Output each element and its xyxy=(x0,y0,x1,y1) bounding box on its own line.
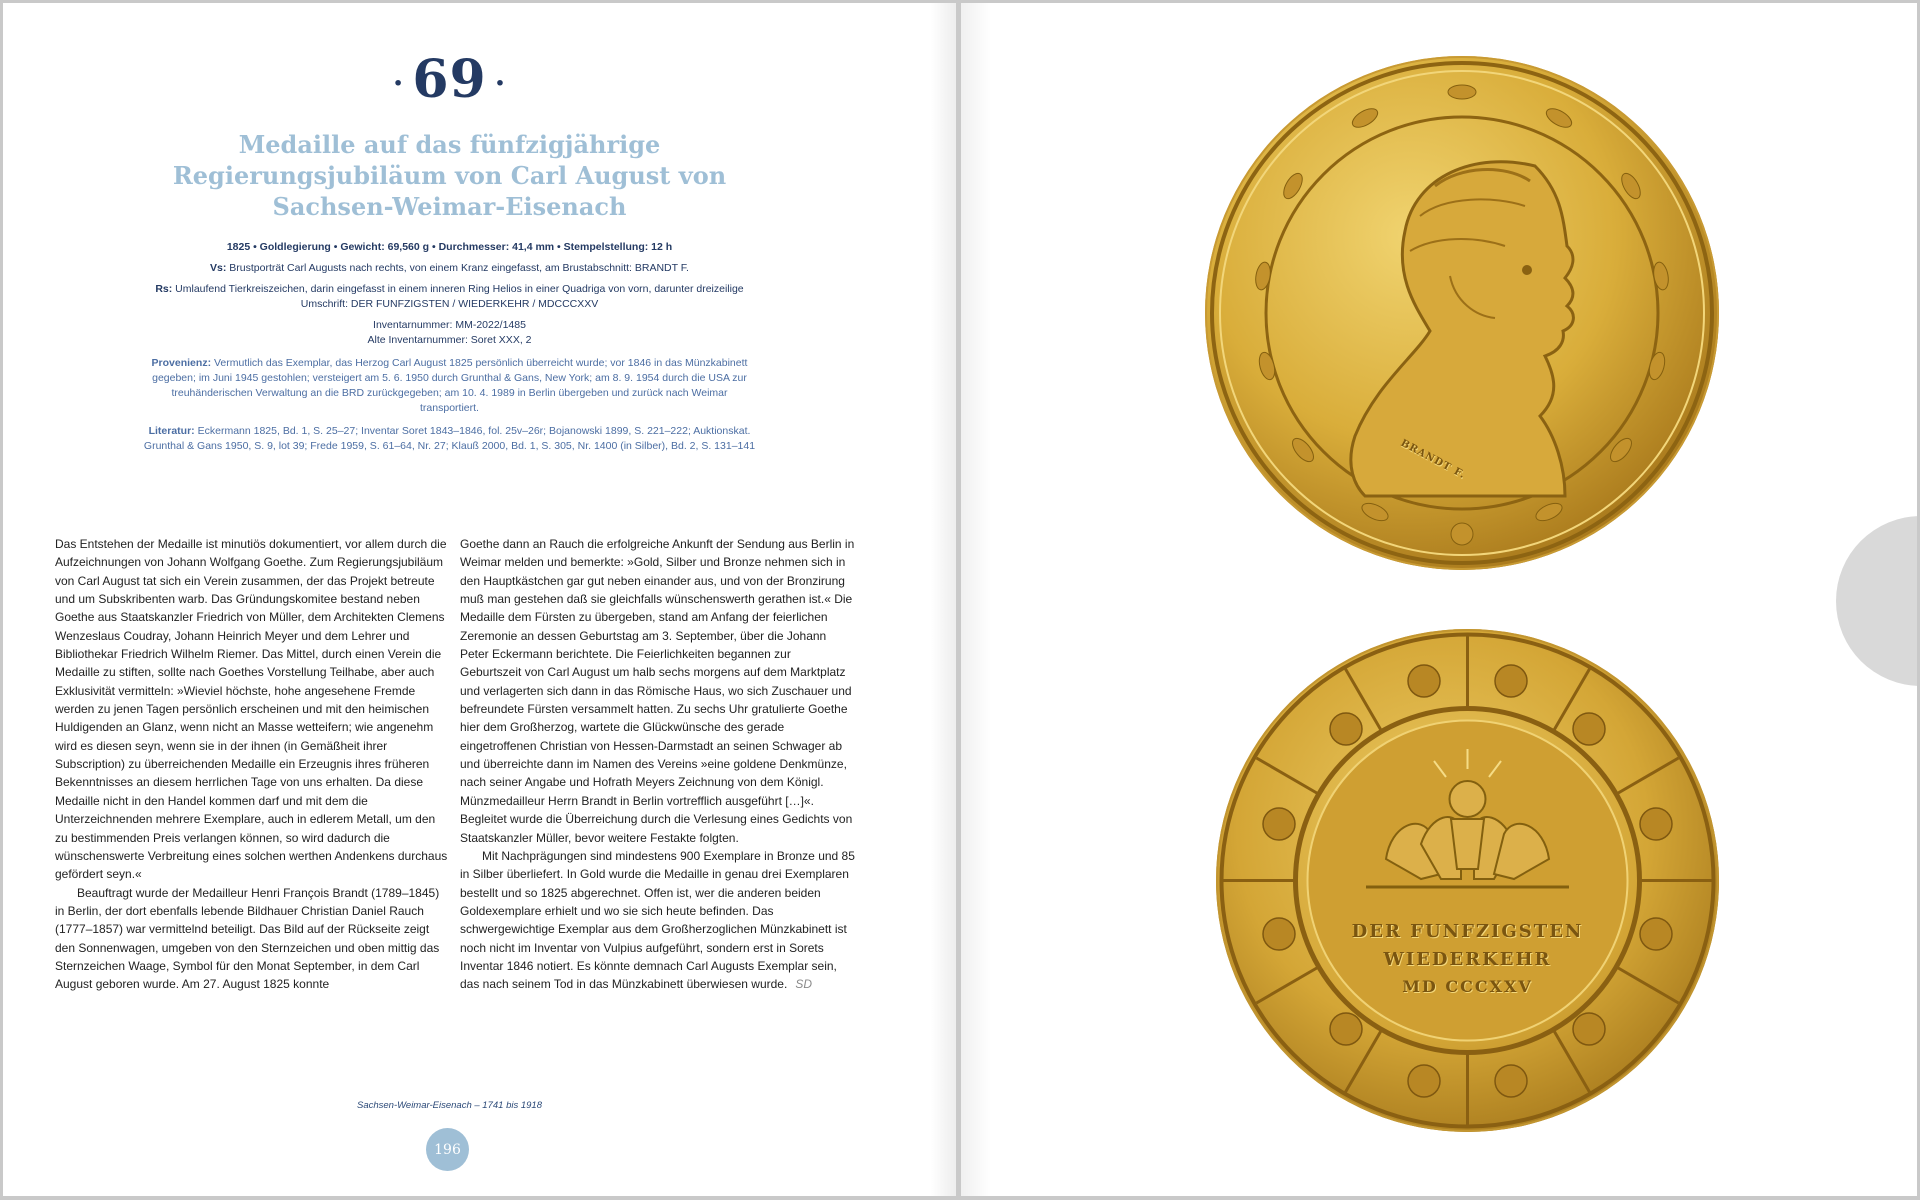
obverse-description xyxy=(143,261,756,276)
gutter-shadow xyxy=(930,3,956,1196)
reverse-text: Umlaufend Tierkreiszeichen, darin eingefasst in einem inneren Ring Helios in einer Quadriga von vorn, darunter dreizeilige Umschrift: DER FUNFZIGSTEN / WIEDERKEHR / MDCCCXXV xyxy=(175,283,744,310)
reverse-label: Rs: xyxy=(155,283,173,295)
page-edge-tab xyxy=(1836,516,1917,686)
paragraph: Beauftragt wurde der Medailleur Henri François Brandt (1789–1845) in Berlin, der dort ebenfalls lebende Bildhauer Christian Daniel Rauch (1777–1857) war vermittelnd beteiligt. Das Bild auf der Rückseite zeigt den Sonnenwagen, umgeben von den Sternzeichen und oben mittig das Sternzeichen Waage, Symbol für den Monat September, in dem Carl August geboren wurde. Am 27. August 1825 konnte xyxy=(55,885,440,992)
reverse-inscription-line-3: MD CCCXXV xyxy=(1402,977,1533,996)
provenance-label: Provenienz: xyxy=(151,357,212,369)
medal-obverse-image xyxy=(1205,56,1719,570)
dot-left: · xyxy=(392,66,405,101)
author-initials: SD xyxy=(795,977,812,992)
page-number: 196 xyxy=(426,1128,469,1171)
obverse-text: Brustporträt Carl Augusts nach rechts, von einem Kranz eingefasst, am Brustabschnitt: BRANDT F. xyxy=(229,262,689,274)
inventory-block xyxy=(143,318,756,348)
obverse-signature: BRANDT F. xyxy=(1398,437,1468,482)
paragraph: Das Entstehen der Medaille ist minutiös dokumentiert, vor allem durch die Aufzeichnungen von Johann Wolfgang Goethe. Zum Regierungsjubiläum von Carl August tat sich ein Verein zusammen, der das Projekt betreute und um Subskribenten warb. Das Gründungskomitee bestand neben Goethe aus Staatskanzler Friedrich von Müller, dem Architekten Clemens Wenzeslaus Coudray, Johann Heinrich Meyer und dem Lehrer und Bibliothekar Friedrich Wilhelm Riemer. Das Mittel, durch einen Verein die Medaille zu stiften, sollte nach Goethes Vorstellung Teilhabe, aber auch Exklusivität vermitteln: »Wieviel höchste, hohe angesehene Fremde werden zu jenen Tagen persönlich erscheinen und mit den heimischen Huldigenden an Glanz, wenn nicht an Masse wetteifern; wie angenehm wird es diesen seyn, wenn sie in der ihnen (in Gemäßheit ihrer Subscription) zu überreichenden Medaille ein Erzeugnis ihres früheren Bekenntnisses an diesem herrlichen Tage von uns erhalten. Da diese Medaille nicht in den Handel kommen darf und mit dem die Unterzeichnenden mehrere Exemplare, auch in edlerem Metall, um den zu bestimmenden Preis verlangen können, so wird dadurch die wünschenswerte Verbreitung eines solchen werthen Andenkens durchaus gefördert seyn.« xyxy=(55,537,448,882)
body-column-2 xyxy=(460,535,855,994)
entry-title: Medaille auf das fünfzigjährige Regierungsjubiläum von Carl August von Sachsen-Weimar-Eisenach xyxy=(172,130,727,221)
gutter-shadow xyxy=(961,3,991,1196)
catalogue-number xyxy=(3,49,896,110)
running-head: Sachsen-Weimar-Eisenach – 1741 bis 1918 xyxy=(356,1100,542,1111)
paragraph xyxy=(460,847,855,994)
old-inventory-number: Alte Inventarnummer: Soret XXX, 2 xyxy=(367,334,532,346)
reverse-description xyxy=(143,282,756,312)
dot-right: · xyxy=(494,66,507,101)
obverse-label: Vs: xyxy=(210,262,227,274)
reverse-inscription-line-2: WIEDERKEHR xyxy=(1383,949,1552,970)
paragraph: Goethe dann an Rauch die erfolgreiche Ankunft der Sendung aus Berlin in Weimar melden und bemerkte: »Gold, Silber und Bronze nehmen sich in den Hauptkästchen gar gut neben einander aus, und von der Bronzirung muß man gestehen daß sie gleichfalls wünschenswerth gerathen ist.« Die Medaille dem Fürsten zu übergeben, stand am Anfang der feierlichen Zeremonie an dessen Geburtstag am 3. September, über die Johann Peter Eckermann berichtete. Die Feierlichkeiten begannen zur Geburtszeit von Carl August um halb sechs morgens auf dem Marktplatz und verlagerten sich dann in das Römische Haus, wo sich Zuschauer und befreundete Fürsten versammelt hatten. Zu sechs Uhr gratulierte Goethe hier dem Großherzog, wartete die Glückwünsche des gerade eingetroffenen Christian von Hessen-Darmstadt an seinen Schwager ab und überreichte dann im Namen des Vereins »eine goldene Denkmünze, nach seiner Angabe und Hofrath Meyers Zeichnung von dem Königl. Münzmedailleur Herrn Brandt in Berlin vortrefflich ausgeführt […]«. Begleitet wurde die Überreichung durch die Verlesung eines Gedichts von Staatskanzler Müller, bevor weitere Festakte folgten. xyxy=(460,537,855,845)
left-page xyxy=(3,3,956,1196)
catalogue-number-value: 69 xyxy=(412,49,487,110)
literature-label: Literatur: xyxy=(148,425,195,437)
medal-reverse-relief xyxy=(1216,629,1719,1132)
reverse-inscription-line-1: DER FUNFZIGSTEN xyxy=(1351,921,1584,942)
provenance xyxy=(143,356,756,416)
specs-line: 1825 • Goldlegierung • Gewicht: 69,560 g • Durchmesser: 41,4 mm • Stempelstellung: 12 h xyxy=(226,241,673,253)
body-column-1 xyxy=(55,535,450,994)
right-page xyxy=(961,3,1917,1196)
literature xyxy=(143,424,756,454)
medal-reverse-image xyxy=(1216,629,1719,1132)
provenance-text: Vermutlich das Exemplar, das Herzog Carl August 1825 persönlich überreicht wurde; vor 1846 in das Münzkabinett gegeben; im Juni 1945 gestohlen; versteigert am 5. 6. 1950 durch Grunthal & Gans, New York; am 8. 9. 1954 durch die USA zur treuhänderischen Verwaltung an die BRD zurückgegeben; am 10. 4. 1989 in Berlin übergeben und zurück nach Weimar transportiert. xyxy=(152,357,748,414)
inventory-number: Inventarnummer: MM-2022/1485 xyxy=(373,319,526,331)
medal-obverse-relief xyxy=(1205,56,1719,570)
paragraph-text: Mit Nachprägungen sind mindestens 900 Exemplare in Bronze und 85 in Silber überliefert. In Gold wurde die Medaille in genau drei Exemplaren bestellt und so 1825 abgerechnet. Offen ist, wer die anderen beiden Goldexemplare erhielt und wo sie sich heute befinden. Das schwergewichtige Exemplar aus dem Großherzoglichen Münzkabinett ist noch nicht im Inventar von Vulpius aufgeführt, sondern erst in Sorets Inventar 1846 notiert. Es könnte demnach Carl Augusts Exemplar sein, das nach seinem Tod in das Münzkabinett überwiesen wurde. xyxy=(460,848,855,992)
literature-text: Eckermann 1825, Bd. 1, S. 25–27; Inventar Soret 1843–1846, fol. 25v–26r; Bojanowski 1899, S. 221–222; Auktionskat. Grunthal & Gans 1950, S. 9, lot 39; Frede 1959, S. 61–64, Nr. 27; Klauß 2000, Bd. 1, S. 305, Nr. 1400 (in Silber), Bd. 2, S. 131–141 xyxy=(143,425,756,452)
